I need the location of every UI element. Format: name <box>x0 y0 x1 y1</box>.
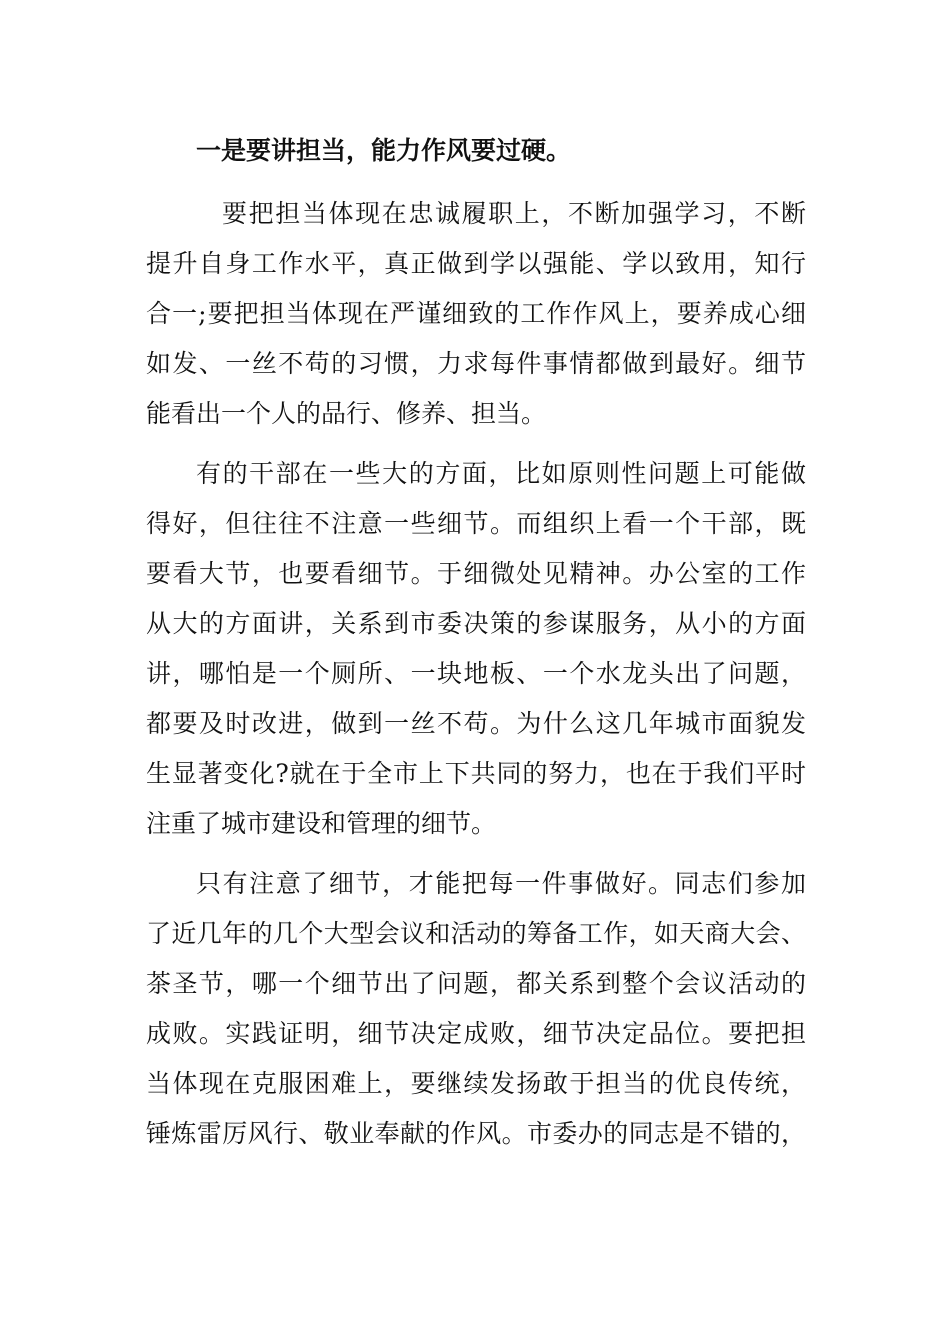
paragraph-2-line-7: 生显著变化?就在于全市上下共同的努力，也在于我们平时 <box>146 759 806 788</box>
paragraph-3-line-6: 锤炼雷厉风行、敬业奉献的作风。市委办的同志是不错的， <box>146 1119 806 1148</box>
paragraph-3-line-4: 成败。实践证明，细节决定成败，细节决定品位。要把担 <box>146 1019 806 1048</box>
paragraph-2-line-1: 有的干部在一些大的方面，比如原则性问题上可能做 <box>196 459 806 488</box>
paragraph-1-line-5: 能看出一个人的品行、修养、担当。 <box>146 399 547 428</box>
paragraph-2-line-5: 讲，哪怕是一个厕所、一块地板、一个水龙头出了问题， <box>146 659 806 688</box>
paragraph-1-line-1: 要把担当体现在忠诚履职上，不断加强学习，不断 <box>222 199 806 228</box>
section-heading: 一是要讲担当，能力作风要过硬。 <box>196 136 572 165</box>
paragraph-1-line-3: 合一;要把担当体现在严谨细致的工作作风上，要养成心细 <box>146 299 806 328</box>
paragraph-1-line-2: 提升自身工作水平，真正做到学以强能、学以致用，知行 <box>146 249 806 278</box>
paragraph-3-line-5: 当体现在克服困难上，要继续发扬敢于担当的优良传统， <box>146 1069 806 1098</box>
paragraph-2-line-4: 从大的方面讲，关系到市委决策的参谋服务，从小的方面 <box>146 609 806 638</box>
paragraph-3-line-3: 茶圣节，哪一个细节出了问题，都关系到整个会议活动的 <box>146 969 806 998</box>
paragraph-3-line-2: 了近几年的几个大型会议和活动的筹备工作，如天商大会、 <box>146 919 806 948</box>
paragraph-2-line-2: 得好，但往往不注意一些细节。而组织上看一个干部，既 <box>146 509 806 538</box>
paragraph-2-line-3: 要看大节，也要看细节。于细微处见精神。办公室的工作 <box>146 559 806 588</box>
paragraph-2-line-6: 都要及时改进，做到一丝不苟。为什么这几年城市面貌发 <box>146 709 806 738</box>
paragraph-1-line-4: 如发、一丝不苟的习惯，力求每件事情都做到最好。细节 <box>146 349 806 378</box>
paragraph-3-line-1: 只有注意了细节，才能把每一件事做好。同志们参加 <box>196 869 806 898</box>
paragraph-2-line-8: 注重了城市建设和管理的细节。 <box>146 809 497 838</box>
